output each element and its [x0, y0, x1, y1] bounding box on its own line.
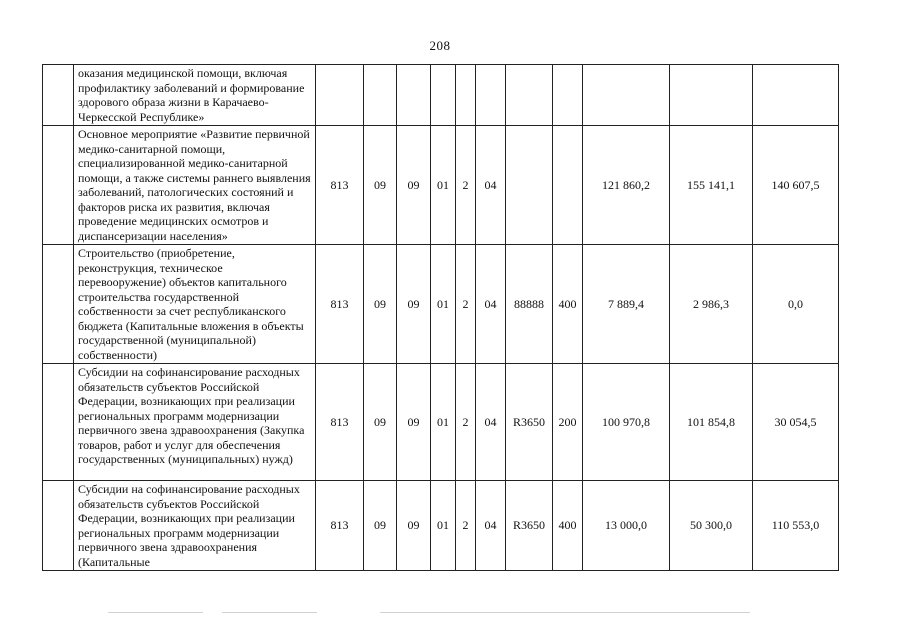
table-row — [43, 65, 839, 126]
amount-1: 7 889,4 — [583, 245, 670, 364]
blank-cell — [43, 481, 74, 571]
event-code: 04 — [476, 481, 506, 571]
amount-1: 121 860,2 — [583, 126, 670, 245]
scan-artifact-line — [222, 612, 317, 613]
event-code: 04 — [476, 126, 506, 245]
amount-1: 100 970,8 — [583, 364, 670, 481]
ministry-code: 813 — [316, 364, 364, 481]
item-name: Субсидии на софинансирование расходных обязательств субъектов Российской Федерации, возникающих при реализации региональных программ модернизации первичного звена здравоохранения (Капитальные — [74, 481, 316, 571]
item-name: Субсидии на софинансирование расходных обязательств субъектов Российской Федерации, возникающих при реализации региональных программ модернизации первичного звена здравоохранения (Закупка товаров, работ и услуг для обеспечения государственных (муниципальных) нужд) — [74, 364, 316, 481]
direction-code: R3650 — [506, 481, 553, 571]
subprogram-code: 2 — [456, 126, 476, 245]
expense-type-code — [553, 126, 583, 245]
section-code: 09 — [364, 364, 397, 481]
item-name: Строительство (приобретение, реконструкция, техническое перевооружение) объектов капитального строительства государственной собственности за счет республиканского бюджета (Капитальные вложения в объекты государственной (муниципальной) собственности) — [74, 245, 316, 364]
direction-code: R3650 — [506, 364, 553, 481]
blank-cell — [43, 364, 74, 481]
blank-cell — [43, 65, 74, 126]
amount-2: 155 141,1 — [670, 126, 753, 245]
amount-3: 140 607,5 — [753, 126, 839, 245]
event-code — [476, 65, 506, 126]
subsection-code: 09 — [397, 126, 431, 245]
amount-3: 30 054,5 — [753, 364, 839, 481]
direction-code — [506, 65, 553, 126]
ministry-code: 813 — [316, 245, 364, 364]
item-name: Основное мероприятие «Развитие первичной медико-санитарной помощи, специализированной медико-санитарной помощи, а также системы раннего выявления заболеваний, патологических состояний и факторов риска их развития, включая проведение медицинских осмотров и диспансеризации населения» — [74, 126, 316, 245]
amount-1: 13 000,0 — [583, 481, 670, 571]
item-name: оказания медицинской помощи, включая профилактику заболеваний и формирование здорового образа жизни в Карачаево-Черкесской Республике» — [74, 65, 316, 126]
section-code: 09 — [364, 245, 397, 364]
expense-type-code: 400 — [553, 245, 583, 364]
blank-cell — [43, 245, 74, 364]
expense-type-code: 400 — [553, 481, 583, 571]
event-code: 04 — [476, 364, 506, 481]
program-code: 01 — [431, 481, 456, 571]
ministry-code: 813 — [316, 481, 364, 571]
page-number: 208 — [429, 38, 451, 53]
program-code — [431, 65, 456, 126]
amount-2: 2 986,3 — [670, 245, 753, 364]
table-row — [43, 364, 839, 481]
subprogram-code: 2 — [456, 364, 476, 481]
amount-3: 110 553,0 — [753, 481, 839, 571]
amount-2: 101 854,8 — [670, 364, 753, 481]
direction-code: 88888 — [506, 245, 553, 364]
subsection-code: 09 — [397, 245, 431, 364]
program-code: 01 — [431, 364, 456, 481]
program-code: 01 — [431, 126, 456, 245]
section-code: 09 — [364, 481, 397, 571]
direction-code — [506, 126, 553, 245]
subprogram-code: 2 — [456, 245, 476, 364]
expense-type-code — [553, 65, 583, 126]
amount-1 — [583, 65, 670, 126]
section-code: 09 — [364, 126, 397, 245]
subsection-code — [397, 65, 431, 126]
ministry-code: 813 — [316, 126, 364, 245]
scan-artifact-line — [380, 612, 750, 613]
table-row — [43, 245, 839, 364]
subprogram-code — [456, 65, 476, 126]
table-row — [43, 481, 839, 571]
event-code: 04 — [476, 245, 506, 364]
budget-table — [42, 64, 839, 571]
amount-3 — [753, 65, 839, 126]
subsection-code: 09 — [397, 364, 431, 481]
scan-artifact-line — [108, 612, 203, 613]
subprogram-code: 2 — [456, 481, 476, 571]
amount-2 — [670, 65, 753, 126]
table-row — [43, 126, 839, 245]
expense-type-code: 200 — [553, 364, 583, 481]
blank-cell — [43, 126, 74, 245]
program-code: 01 — [431, 245, 456, 364]
ministry-code — [316, 65, 364, 126]
subsection-code: 09 — [397, 481, 431, 571]
amount-3: 0,0 — [753, 245, 839, 364]
section-code — [364, 65, 397, 126]
amount-2: 50 300,0 — [670, 481, 753, 571]
